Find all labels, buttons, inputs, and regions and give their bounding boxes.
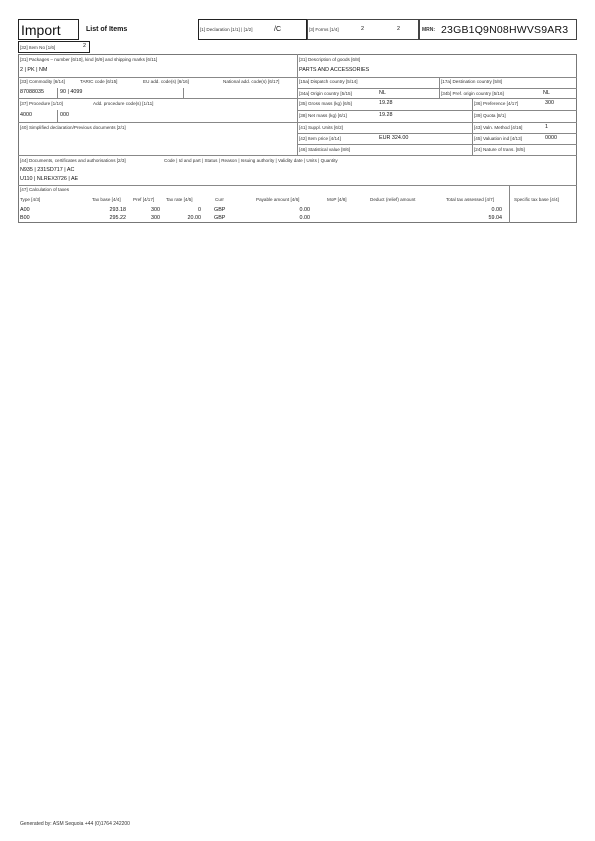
- add-procedure-label: Add. procedure code(s) [1/11]: [93, 101, 154, 106]
- grid-line: [297, 88, 577, 89]
- gross-mass-value: 19.28: [379, 100, 393, 106]
- pref-origin-country-value: NL: [543, 90, 550, 96]
- tax-row-rate: 0: [198, 207, 201, 213]
- doc-type-title: Import: [21, 22, 61, 38]
- tax-row-curr: GBP: [214, 215, 226, 221]
- origin-country-value: NL: [379, 90, 386, 96]
- tax-header-total: Total tax assessed [4/7]: [446, 197, 495, 202]
- tax-header-pref: Pref [4/17]: [133, 197, 155, 202]
- forms-value-2: 2: [397, 26, 400, 32]
- declaration-value: /C: [274, 26, 281, 33]
- goods-description-label: [31] Description of goods [6/8]: [299, 57, 361, 62]
- grid-line: [472, 98, 473, 155]
- preference-label: [36] Preference [4/17]: [474, 101, 519, 106]
- tax-header-mop: MoP [4/8]: [327, 197, 347, 202]
- suppl-units-label: [41] Suppl. Units [6/2]: [299, 125, 343, 130]
- net-mass-label: [38] Net mass (kg) [6/1]: [299, 113, 347, 118]
- valuation-method-label: [43] Valn. Method [4/16]: [474, 125, 523, 130]
- goods-description-value: PARTS AND ACCESSORIES: [299, 67, 370, 73]
- commodity-label: [33] Commodity [6/14]: [20, 79, 65, 84]
- declaration-label: [1] Declaration [1/1] | [1/2]: [200, 27, 253, 32]
- list-title: List of Items: [86, 26, 128, 33]
- tax-row-payable: 0.00: [299, 207, 310, 213]
- grid-line: [183, 88, 184, 98]
- add-procedure-value: 000: [60, 112, 69, 118]
- grid-line: [509, 185, 510, 223]
- commodity-code-value: 87088035: [20, 89, 44, 95]
- taric-code-value: 90 | 4099: [60, 89, 83, 95]
- tax-header-specific: Specific tax base [4/4]: [514, 197, 559, 202]
- grid-line: [18, 155, 577, 156]
- gross-mass-label: [35] Gross mass (kg) [6/5]: [299, 101, 352, 106]
- tax-row-type: A00: [20, 207, 30, 213]
- mrn-label: MRN:: [422, 27, 436, 33]
- tax-row-total: 59.04: [488, 215, 502, 221]
- mrn-value: 23GB1Q9N08HWVS9AR3: [441, 24, 569, 36]
- nature-of-transaction-label: [24] Nature of trans. [8/5]: [474, 147, 525, 152]
- tax-row-pref: 300: [151, 207, 160, 213]
- forms-label: [3] Forms [1/4]: [309, 27, 339, 32]
- grid-line: [57, 88, 58, 98]
- valuation-ind-value: 0000: [545, 135, 557, 141]
- dispatch-country-label: [15a] Dispatch country [5/14]: [299, 79, 358, 84]
- documents-label: [44] Documents, certificates and authorisations [2/3]: [20, 158, 126, 163]
- national-add-code-label: National add. code(s) [6/17]: [223, 79, 280, 84]
- tax-row-pref: 300: [151, 215, 160, 221]
- forms-value-1: 2: [361, 26, 364, 32]
- tax-header-deduct: Deduct (relief) amount: [370, 197, 416, 202]
- item-no-value: 2: [83, 43, 86, 49]
- valuation-method-value: 1: [545, 124, 548, 130]
- grid-line: [18, 185, 577, 186]
- simplified-declaration-label: [40] Simplified declaration/Previous documents [2/1]: [20, 125, 126, 130]
- grid-line: [439, 77, 440, 98]
- document-line: U110 | NLREX3726 | AE: [20, 176, 79, 182]
- tax-row-total: 0.00: [491, 207, 502, 213]
- statistical-value-label: [46] Statistical value [8/6]: [299, 147, 351, 152]
- tax-row-rate: 20.00: [187, 215, 201, 221]
- tax-header-payable: Payable amount [4/6]: [256, 197, 300, 202]
- quota-label: [39] Quota [8/1]: [474, 113, 506, 118]
- packages-label: [31] Packages – number [6/10], kind [6/9] and shipping marks [6/11]: [20, 57, 158, 62]
- pref-origin-country-label: [34b] Pref. origin country [5/16]: [441, 91, 504, 96]
- packages-value: 2 | PK | NM: [20, 67, 48, 73]
- origin-country-label: [34a] Origin country [5/15]: [299, 91, 352, 96]
- grid-line: [57, 110, 58, 122]
- tax-header-type: Type [4/3]: [20, 197, 41, 202]
- item-price-value: EUR 324.00: [379, 135, 409, 141]
- taxes-title: [47] Calculation of taxes: [20, 187, 70, 192]
- tax-row-base: 295.22: [109, 215, 126, 221]
- tax-row-type: B00: [20, 215, 30, 221]
- preference-value: 300: [545, 100, 554, 106]
- generated-by-footer: Generated by: ASM Sequoia +44 (0)1764 242200: [20, 821, 130, 827]
- valuation-ind-label: [45] Valuation ind [4/13]: [474, 136, 522, 141]
- tax-header-base: Tax base [4/4]: [92, 197, 121, 202]
- document-line: N935 | 231SD717 | AC: [20, 167, 75, 173]
- procedure-label: [37] Procedure [1/10]: [20, 101, 63, 106]
- taric-label: TARIC code [6/15]: [80, 79, 118, 84]
- item-no-label: [32] Item No [1/6]: [20, 45, 56, 50]
- tax-header-curr: Curr: [215, 197, 224, 202]
- grid-line: [297, 133, 577, 134]
- grid-line: [297, 54, 298, 155]
- procedure-value: 4000: [20, 112, 32, 118]
- destination-country-label: [17a] Destination country [5/8]: [441, 79, 503, 84]
- tax-row-curr: GBP: [214, 207, 226, 213]
- item-price-label: [42] Item price [4/14]: [299, 136, 341, 141]
- grid-line: [297, 110, 577, 111]
- tax-row-payable: 0.00: [299, 215, 310, 221]
- net-mass-value: 19.28: [379, 112, 393, 118]
- tax-row-base: 293.18: [109, 207, 126, 213]
- tax-header-rate: Tax rate [4/5]: [166, 197, 193, 202]
- grid-line: [297, 144, 577, 145]
- eu-add-code-label: EU add. code(s) [6/16]: [143, 79, 189, 84]
- documents-columns-label: Code | Id and part | Status | Reason | Issuing authority | Validity date | Units | Quantity: [164, 158, 338, 163]
